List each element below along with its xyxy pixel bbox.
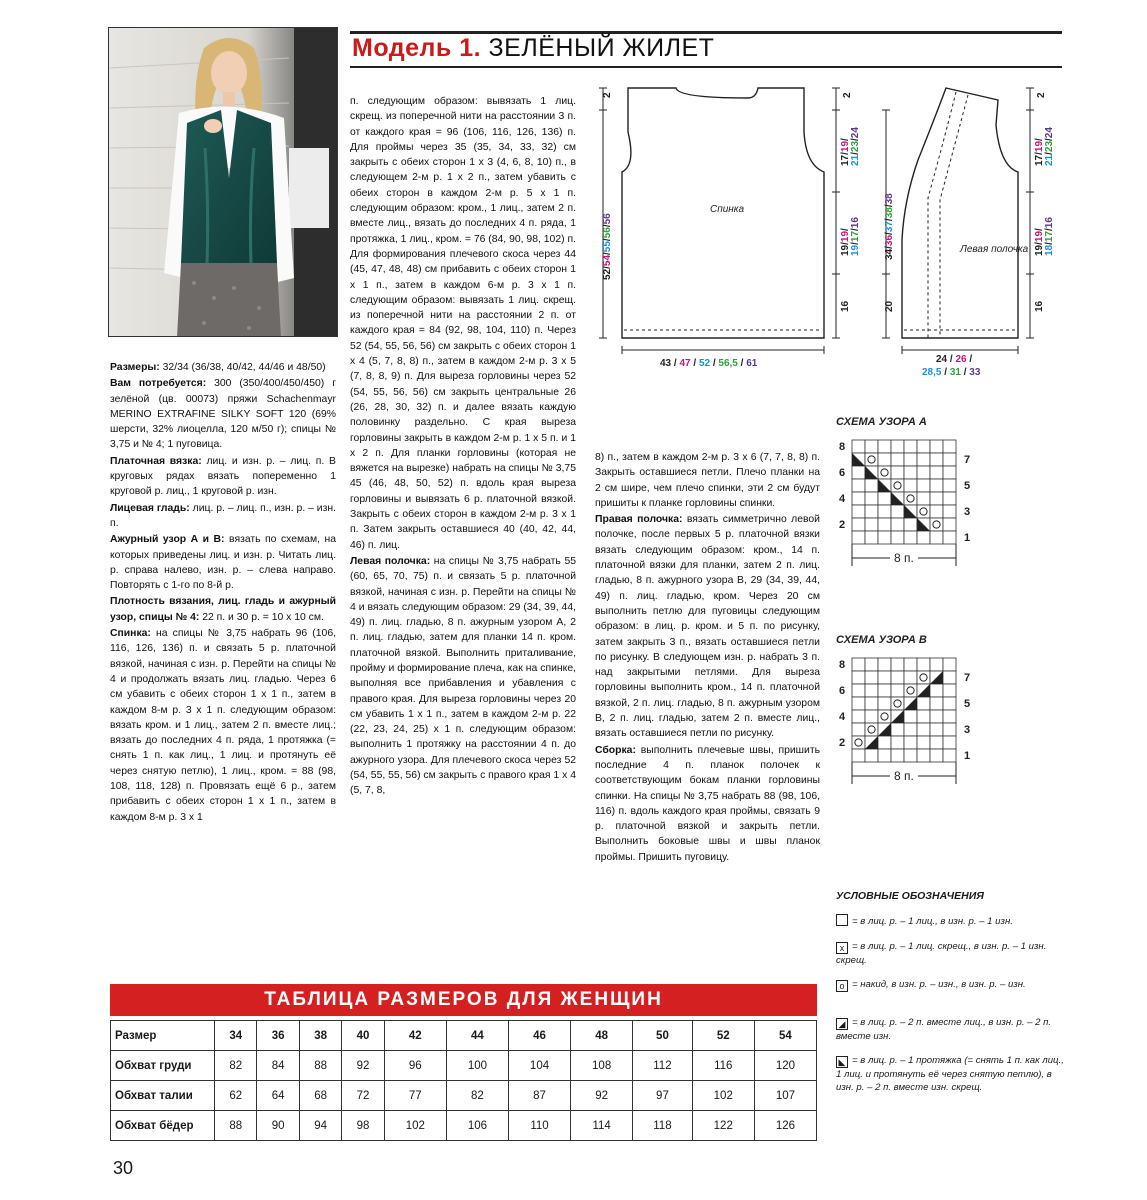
svg-text:21/23/24: 21/23/24: [850, 127, 860, 166]
chart-cell: [943, 749, 956, 762]
chart-cell: [865, 518, 878, 531]
chart-cell: [878, 658, 891, 671]
chart-cell: [852, 671, 865, 684]
text-column-3: [595, 450, 820, 866]
svg-text:28,5 / 31 / 33: 28,5 / 31 / 33: [922, 367, 981, 378]
row-number-odd: 5: [964, 698, 971, 710]
size-header-cell: 44: [446, 1021, 508, 1051]
row-number-even: 6: [839, 467, 846, 479]
chart-cell: [917, 710, 930, 723]
row-number-even: 2: [839, 737, 846, 749]
back-bottom-height: 16: [840, 300, 851, 312]
size-header-row: [111, 1021, 817, 1051]
table-row: [111, 1111, 817, 1141]
row-number-odd: 1: [964, 750, 971, 762]
chart-cell: [943, 736, 956, 749]
svg-text:18/17/16: 18/17/16: [1044, 217, 1055, 256]
chart-cell: [904, 466, 917, 479]
chart-cell: [930, 492, 943, 505]
paragraph-lace-pattern: Ажурный узор А и В: вязать по схемам, на которых приведены лиц. и изн. р. Читать лиц. р. справа налево, изн. р. – слева направо. Повторять с 1-го по 8-й р.: [110, 534, 336, 592]
repeat-label: 8 п.: [894, 769, 914, 783]
size-header-cell: 54: [754, 1021, 816, 1051]
paragraph-garter-stitch: Платочная вязка: лиц. и изн. р. – лиц. п. В круговых рядах вязать попеременно 1 круговой р. лиц., 1 круговой р. изн.: [110, 455, 336, 498]
size-table: [110, 984, 817, 1141]
legend-item: [836, 940, 1066, 967]
chart-cell: [930, 684, 943, 697]
chart-cell: [891, 684, 904, 697]
back-width-1: 43: [660, 358, 672, 369]
chart-cell: [891, 671, 904, 684]
legend-item: [836, 914, 1066, 928]
size-header-cell: 50: [633, 1021, 693, 1051]
chart-cell: [904, 723, 917, 736]
table-cell: 72: [342, 1081, 384, 1111]
front-pattern-diagram: [878, 80, 1068, 380]
table-cell: 64: [257, 1081, 299, 1111]
chart-cell: [917, 736, 930, 749]
chart-cell: [891, 453, 904, 466]
chart-cell: [904, 658, 917, 671]
chart-cell: [930, 505, 943, 518]
legend-text: = в лиц. р. – 1 протяжка (= снять 1 п. как лиц., 1 лиц. и протянуть её через снятую петлю), в изн. р. – 2 п. вместе изн. скрещ.: [836, 1055, 1064, 1093]
chart-cell: [891, 518, 904, 531]
back-height-3: 55: [602, 241, 613, 253]
svg-text:43 / 47 / 52 / 56,5 / 61: 43 / 47 / 52 / 56,5 / 61: [660, 358, 758, 369]
legend-text: = в лиц. р. – 1 лиц. скрещ., в изн. р. – 1 изн. скрещ.: [836, 941, 1047, 966]
svg-text:52/54/55/56/56: 52/54/55/56/56: [602, 213, 613, 280]
table-cell: 102: [692, 1081, 754, 1111]
size-header-label: Размер: [111, 1021, 215, 1051]
chart-cell: [917, 671, 930, 684]
size-header-cell: 52: [692, 1021, 754, 1051]
size-header-cell: 48: [571, 1021, 633, 1051]
size-header-cell: 40: [342, 1021, 384, 1051]
table-cell: 97: [633, 1081, 693, 1111]
chart-cell: [917, 453, 930, 466]
chart-cell: [878, 736, 891, 749]
pattern-b-title: СХЕМА УЗОРА В: [836, 634, 927, 646]
paragraph-back-continued: п. следующим образом: вывязать 1 лиц. скрещ. из поперечной нити на расстоянии 3 п. от каждого края = 96 (106, 116, 126, 136) п. Для проймы через 35 (35, 34, 33, 32) см закрыть с обеих сторон 1 х 3 (4, 6, 8, 10) п., в следующем 2-м р. 1 х 2 п., затем убавить с обеих сторон в каждом 2-м р. 5 х 1 п. следующим образом: кром., 1 лиц., затем 2 п. вместе лиц., вязать до последних 4 п. ряда, 1 протяжка, 1 лиц., кром. = 76 (84, 90, 98, 102) п. Для формирования плечевого скоса через 44 (45, 47, 48, 48) см прибавить с обеих сторон 1 х 1 п., затем в каждом 6-м р. 3 х 1 п. следующим образом: вывязать 1 лиц. скрещ. из поперечной нити на расстоянии 2 п. от каждого края = 84 (92, 98, 104, 110) п. Через 52 (54, 55, 56, 56) см закрыть с обеих сторон 1 х 4 (5, 7, 8, 8) п., затем в каждом 2-м р. 3 х 5 (7, 8, 8, 9) п. Для выреза горловины через 52 (54, 55, 56, 56) см закрыть центральные 26 (26, 28, 30, 32) п. и далее вязать каждую половинку раздельно. С края выреза горловины закрыть в каждом 2-м р. 1 х 5 п. и 1 х 2 п. Для планки горловины (которая не вяжется на вырезке) набрать на спицы № 3,75 45 (46, 48, 50, 52) п. вдоль края выреза горловины и вывязать 6 р. платочной вязкой. Закрыть с обеих сторон в каждом 2-м р. 3 х 1 п. Затем закрыть оставшиеся 40 (40, 42, 44, 46) п. лиц.: [350, 96, 576, 551]
legend-item: [836, 1054, 1066, 1094]
chart-cell: [878, 749, 891, 762]
table-cell: 87: [508, 1081, 570, 1111]
legend-item: [836, 978, 1066, 992]
chart-cell: [943, 492, 956, 505]
chart-cell: [930, 479, 943, 492]
chart-cell: [878, 671, 891, 684]
chart-cell: [943, 697, 956, 710]
model-photo: [108, 27, 338, 337]
row-label: Обхват груди: [111, 1051, 215, 1081]
chart-cell: [943, 518, 956, 531]
table-cell: 120: [754, 1051, 816, 1081]
table-cell: 100: [446, 1051, 508, 1081]
chart-cell: [865, 453, 878, 466]
table-cell: 92: [571, 1081, 633, 1111]
header-bottom-rule: [350, 66, 1062, 68]
chart-cell: [878, 710, 891, 723]
chart-cell: [930, 658, 943, 671]
chart-cell: [852, 479, 865, 492]
chart-cell: [904, 671, 917, 684]
legend-text: = накид, в изн. р. – изн., в изн. р. – изн.: [852, 979, 1026, 990]
legend-text: = в лиц. р. – 2 п. вместе лиц., в изн. р. – 2 п. вместе изн.: [836, 1017, 1052, 1042]
front-bottom-right-height: 16: [1034, 300, 1045, 312]
paragraph-assembly: Сборка: выполнить плечевые швы, пришить последние 4 п. планок полочек к соответствующим бокам планки горловины спинки. На спицы № 3,75 набрать 88 (98, 106, 116) п. вдоль каждого края проймы, связать 9 р. платочной вязкой и закрыть петли. Выполнить боковые швы и швы планок проймы. Пришить пуговицу.: [595, 744, 820, 863]
size-table-grid: [110, 1020, 817, 1141]
chart-cell: [904, 479, 917, 492]
pattern-a-title: СХЕМА УЗОРА А: [836, 416, 927, 428]
row-number-odd: 3: [964, 724, 971, 736]
paragraph-materials: Вам потребуется: 300 (350/400/450/450) г зелёной (цв. 00073) пряжи Schachenmayr MERINO EXTRAFINE SILKY SOFT 120 (69% шерсти, 32% лиоцелла, 120 м/50 г); спицы № 3,75 и № 4; 1 пуговица.: [110, 378, 336, 451]
table-cell: 96: [384, 1051, 446, 1081]
text-column-2: [350, 94, 576, 800]
chart-cell: [852, 684, 865, 697]
chart-cell: [891, 531, 904, 544]
chart-cell: [891, 440, 904, 453]
chart-cell: [878, 518, 891, 531]
photo-model-vest-icon: [109, 28, 338, 337]
chart-cell: [943, 505, 956, 518]
text-column-1: [110, 360, 336, 826]
chart-cell: [865, 684, 878, 697]
chart-cell: [917, 531, 930, 544]
chart-cell: [865, 492, 878, 505]
page-number: 30: [113, 1158, 134, 1178]
back-height-5: 56: [602, 213, 613, 225]
paragraph-left-front-continued: 8) п., затем в каждом 2-м р. 3 х 6 (7, 7, 8, 8) п. Закрыть оставшиеся петли. Плечо планки на 2 см шире, чем плечо спинки, эти 2 см будут пришиты к планке горловины спинки.: [595, 452, 820, 509]
svg-text:21/23/24: 21/23/24: [1044, 127, 1055, 166]
chart-cell: [930, 466, 943, 479]
svg-text:17/19/: 17/19/: [840, 138, 851, 166]
chart-cell: [865, 531, 878, 544]
back-width-4: 56,5: [718, 358, 738, 369]
paragraph-back: Спинка: на спицы № 3,75 набрать 96 (106, 116, 126, 136) п. и связать 5 р. платочной вязкой, начиная с изн. р. Перейти на спицы № 4 и продолжать вязать лиц. гладью. Через 6 см убавить с обеих сторон 1 х 1 п., затем в каждом 8-м р. 3 х 1 п. следующим образом: вязать кром. и 1 лиц., затем 2 п. вместе лиц.; вязать до последних 4 п. ряда, 1 протяжка (= снять 1 п. как лиц., 1 лиц. и протянуть её через снятую петлю), 1 лиц., кром. = 88 (98, 108, 118, 128) п. Провязать ещё 6 р., затем прибавить с обеих сторон 1 х 1 п., затем в каждом 8-м р. 3 х 1: [110, 628, 336, 823]
model-number: Модель 1.: [352, 34, 482, 62]
chart-cell: [852, 736, 865, 749]
chart-cell: [917, 749, 930, 762]
chart-cell: [878, 531, 891, 544]
chart-cell: [852, 505, 865, 518]
chart-cell: [904, 749, 917, 762]
chart-cell: [852, 658, 865, 671]
chart-cell: [917, 723, 930, 736]
table-row: [111, 1081, 817, 1111]
schematic-left-front: [878, 80, 1068, 380]
row-number-odd: 7: [964, 672, 971, 684]
chart-cell: [852, 518, 865, 531]
chart-cell: [878, 440, 891, 453]
chart-cell: [878, 505, 891, 518]
chart-cell: [917, 479, 930, 492]
row-number-odd: 7: [964, 454, 971, 466]
svg-text:19/17/16: 19/17/16: [850, 217, 860, 256]
model-name: ЗЕЛЁНЫЙ ЖИЛЕТ: [488, 34, 715, 62]
back-top-mark: 2: [602, 92, 613, 98]
chart-cell: [865, 658, 878, 671]
front-bottom-left-height: 20: [884, 300, 895, 312]
table-cell: 104: [508, 1051, 570, 1081]
chart-cell: [930, 723, 943, 736]
table-cell: 107: [754, 1081, 816, 1111]
size-header-cell: 36: [257, 1021, 299, 1051]
paragraph-right-front: Правая полочка: вязать симметрично левой полочке, после первых 5 р. платочной вязки вязать следующим образом: кром., 14 п. платочной вязки для планки, затем 2 п. лиц. гладью, 8 п. ажурного узора В, 29 (34, 39, 44, 49) п. лиц. гладью, кром. Через 20 см выполнить петлю для пуговицы следующим образом: в лиц. р. кром. и 5 п. по рисунку, затем закрыть 3 п., вязать оставшиеся петли по рисунку. В следующем изн. р. набрать 3 п. над закрытыми петлями. Для выреза горловины выполнить кром., 14 п. платочной вязкой, 2 п. лиц. гладью, 8 п. ажурным узором В, 2 п. лиц. гладью, затем 2 п. вместе лиц., вязать оставшиеся петли по рисунку.: [595, 514, 820, 740]
svg-text:Левая полочка: [959, 244, 1029, 255]
legend-item: [836, 1016, 1066, 1043]
chart-cell: [852, 440, 865, 453]
schematic-back: [598, 80, 860, 380]
chart-cell: [891, 479, 904, 492]
chart-cell: [917, 492, 930, 505]
legend-title: УСЛОВНЫЕ ОБОЗНАЧЕНИЯ: [836, 890, 984, 902]
back-height-2: 54: [602, 254, 613, 267]
svg-text:24 / 26 /: 24 / 26 /: [936, 354, 973, 365]
back-label: Спинка: [710, 204, 745, 215]
chart-cell: [930, 697, 943, 710]
chart-cell: [878, 453, 891, 466]
legend-text: = в лиц. р. – 1 лиц., в изн. р. – 1 изн.: [852, 916, 1013, 927]
paragraph-stockinette: Лицевая гладь: лиц. р. – лиц. п., изн. р. – изн. п.: [110, 502, 337, 529]
chart-cell: [943, 453, 956, 466]
legend-symbol: [836, 914, 848, 926]
row-label: Обхват бёдер: [111, 1111, 215, 1141]
table-cell: 92: [342, 1051, 384, 1081]
chart-cell: [865, 479, 878, 492]
svg-text:19/19/: 19/19/: [840, 228, 851, 256]
paragraph-gauge: Плотность вязания, лиц. гладь и ажурный узор, спицы № 4: 22 п. и 30 р. = 10 х 10 см.: [110, 596, 336, 623]
paragraph-left-front: Левая полочка: на спицы № 3,75 набрать 55 (60, 65, 70, 75) п. и связать 5 р. платочной вязкой, начиная с изн. р. Перейти на спицы № 4 и вязать следующим образом: 29 (34, 39, 44, 49) п. лиц. гладью, 8 п. ажурным узором А, 2 п. лиц. гладью, затем для планки 14 п. кром. платочной вязкой. Выполнить приталивание, пройму и формирование плеча, как на спинке, выполняя все прибавления и убавления с правого края. Для выреза горловины через 20 см убавить 1 х 1 п., затем в каждом 2-м р. 22 (22, 23, 24, 25) х 1 п. следующим образом: выполнить 1 протяжку на расстоянии 4 п. до ажурного узора. Для плечевого скоса через 52 (54, 55, 55, 56) см закрыть с правого края 1 х 4 (5, 7, 8,: [350, 555, 577, 797]
front-top-mark: 2: [1036, 92, 1047, 98]
chart-cell: [891, 466, 904, 479]
table-row: [111, 1051, 817, 1081]
chart-cell: [904, 710, 917, 723]
table-cell: 77: [384, 1081, 446, 1111]
row-number-odd: 3: [964, 506, 971, 518]
chart-cell: [878, 466, 891, 479]
chart-cell: [878, 684, 891, 697]
chart-cell: [865, 697, 878, 710]
chart-cell: [917, 658, 930, 671]
chart-cell: [904, 531, 917, 544]
repeat-label: 8 п.: [894, 551, 914, 565]
row-number-even: 4: [839, 493, 846, 505]
front-label: Левая полочка: [960, 244, 1029, 255]
table-cell: 116: [692, 1051, 754, 1081]
chart-cell: [878, 492, 891, 505]
svg-text:17/19/: 17/19/: [1034, 138, 1045, 166]
table-cell: 90: [257, 1111, 299, 1141]
back-height-1: 52: [602, 268, 613, 280]
chart-cell: [865, 749, 878, 762]
chart-cell: [865, 671, 878, 684]
row-number-odd: 5: [964, 480, 971, 492]
chart-cell: [852, 466, 865, 479]
chart-cell: [904, 684, 917, 697]
chart-cell: [852, 749, 865, 762]
size-header-cell: 46: [508, 1021, 570, 1051]
svg-text:34/36/37/38/38: 34/36/37/38/38: [884, 193, 895, 260]
row-number-even: 2: [839, 519, 846, 531]
legend-symbol: o: [836, 980, 848, 992]
chart-cell: [865, 505, 878, 518]
table-cell: 84: [257, 1051, 299, 1081]
size-header-cell: 38: [299, 1021, 341, 1051]
chart-cell: [930, 531, 943, 544]
pattern-b-chart: [834, 650, 984, 830]
chart-cell: [943, 479, 956, 492]
chart-cell: [943, 466, 956, 479]
back-height-4: 56: [602, 227, 613, 239]
size-header-cell: 42: [384, 1021, 446, 1051]
chart-cell: [930, 518, 943, 531]
table-cell: 126: [754, 1111, 816, 1141]
chart-cell: [852, 723, 865, 736]
table-cell: 98: [342, 1111, 384, 1141]
table-cell: 68: [299, 1081, 341, 1111]
chart-cell: [865, 440, 878, 453]
chart-cell: [943, 531, 956, 544]
size-table-title: ТАБЛИЦА РАЗМЕРОВ ДЛЯ ЖЕНЩИН: [110, 984, 817, 1016]
chart-cell: [891, 658, 904, 671]
chart-cell: [943, 710, 956, 723]
chart-cell: [865, 723, 878, 736]
table-cell: 88: [215, 1111, 257, 1141]
table-cell: 62: [215, 1081, 257, 1111]
table-cell: 82: [215, 1051, 257, 1081]
chart-cell: [943, 723, 956, 736]
chart-cell: [917, 505, 930, 518]
row-label: Обхват талии: [111, 1081, 215, 1111]
size-header-cell: 34: [215, 1021, 257, 1051]
legend-symbol: ◣: [836, 1056, 848, 1068]
legend-symbol: х: [836, 942, 848, 954]
chart-cell: [943, 440, 956, 453]
chart-cell: [930, 749, 943, 762]
table-cell: 106: [446, 1111, 508, 1141]
back-width-2: 47: [679, 358, 691, 369]
chart-cell: [943, 684, 956, 697]
chart-cell: [904, 518, 917, 531]
chart-cell: [917, 440, 930, 453]
chart-cell: [891, 723, 904, 736]
chart-cell: [904, 453, 917, 466]
row-number-even: 4: [839, 711, 846, 723]
svg-text:19/19/: 19/19/: [1034, 228, 1045, 256]
back-pattern-diagram: [598, 80, 860, 380]
row-number-odd: 1: [964, 532, 971, 544]
chart-cell: [852, 697, 865, 710]
table-cell: 110: [508, 1111, 570, 1141]
chart-cell: [930, 736, 943, 749]
row-number-even: 8: [839, 659, 846, 671]
chart-cell: [917, 466, 930, 479]
table-cell: 114: [571, 1111, 633, 1141]
chart-cell: [891, 736, 904, 749]
table-cell: 108: [571, 1051, 633, 1081]
chart-cell: [904, 492, 917, 505]
chart-cell: [891, 697, 904, 710]
table-cell: 112: [633, 1051, 693, 1081]
chart-cell: [930, 453, 943, 466]
table-cell: 118: [633, 1111, 693, 1141]
chart-cell: [852, 710, 865, 723]
chart-cell: [891, 749, 904, 762]
chart-cell: [904, 440, 917, 453]
chart-cell: [943, 658, 956, 671]
page-title: [352, 34, 714, 63]
row-number-even: 8: [839, 441, 846, 453]
table-cell: 102: [384, 1111, 446, 1141]
back-width-3: 52: [698, 358, 711, 369]
row-number-even: 6: [839, 685, 846, 697]
chart-cell: [852, 492, 865, 505]
chart-cell: [930, 440, 943, 453]
chart-cell: [878, 697, 891, 710]
chart-cell: [852, 531, 865, 544]
table-cell: 82: [446, 1081, 508, 1111]
back-width-5: 61: [746, 358, 758, 369]
pattern-a-chart: [834, 432, 984, 612]
back-top-mark-right: 2: [842, 92, 853, 98]
chart-cell: [930, 710, 943, 723]
chart-cell: [904, 736, 917, 749]
table-cell: 122: [692, 1111, 754, 1141]
chart-cell: [865, 710, 878, 723]
chart-cell: [917, 697, 930, 710]
table-cell: 88: [299, 1051, 341, 1081]
chart-cell: [943, 671, 956, 684]
chart-cell: [891, 505, 904, 518]
table-cell: 94: [299, 1111, 341, 1141]
paragraph-sizes: Размеры: 32/34 (36/38, 40/42, 44/46 и 48/50): [110, 362, 326, 373]
legend-symbol: ◢: [836, 1018, 848, 1030]
